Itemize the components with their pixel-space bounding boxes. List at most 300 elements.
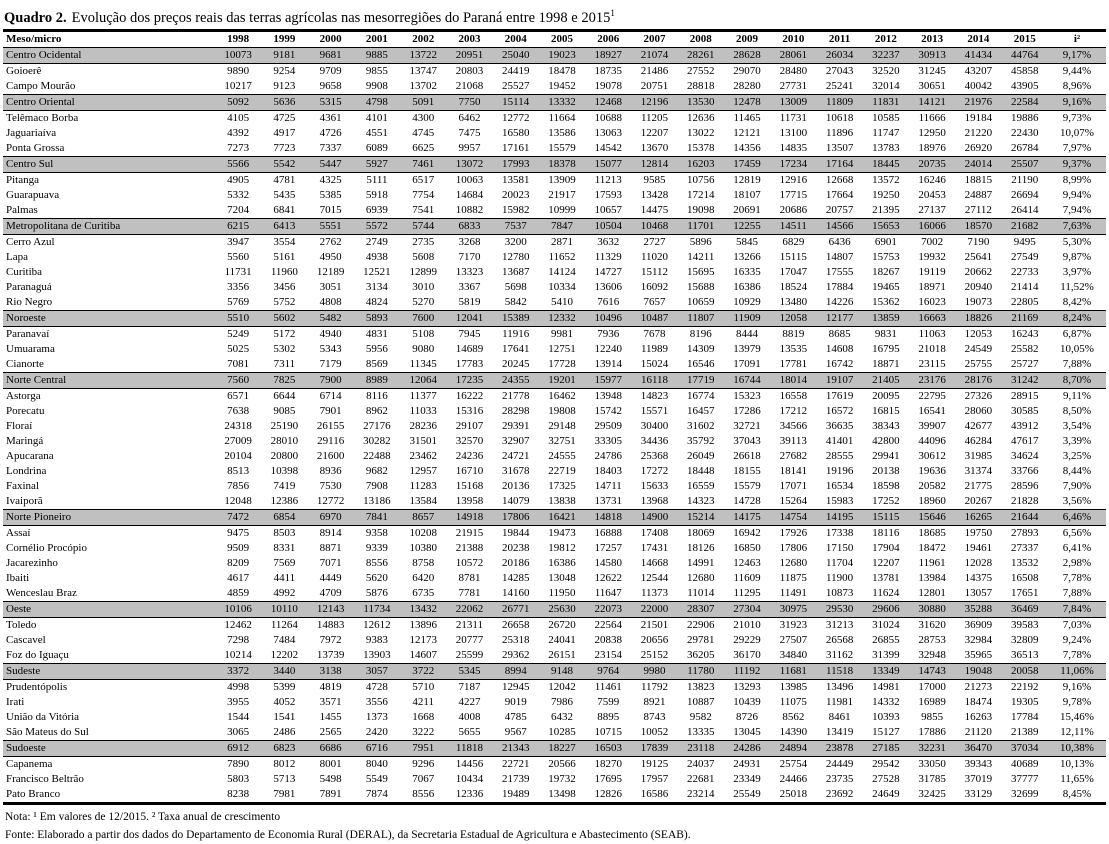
price-value-cell: 13606 xyxy=(594,281,622,294)
region-name-cell: Centro Sul xyxy=(3,156,215,172)
price-value-cell: 12468 xyxy=(585,94,631,110)
price-value-cell: 28236 xyxy=(409,420,437,433)
price-value-cell: 17884 xyxy=(825,281,854,294)
price-value-cell: 3440 xyxy=(261,663,307,679)
header-year: 2015 xyxy=(1002,30,1048,47)
price-value-cell: 30913 xyxy=(909,47,955,63)
price-value-cell: 11461 xyxy=(594,681,622,694)
price-value-cell: 22564 xyxy=(594,619,622,632)
price-value-cell: 7204 xyxy=(227,204,250,217)
price-value-cell: 21486 xyxy=(640,65,669,78)
price-value-cell: 19048 xyxy=(955,663,1001,679)
price-value-cell: 5542 xyxy=(261,156,307,172)
price-value-cell: 16774 xyxy=(687,390,715,403)
price-value-cell: 9908 xyxy=(365,80,388,93)
price-value-cell: 15633 xyxy=(640,480,669,493)
price-value-cell: 4449 xyxy=(319,572,342,585)
price-value-cell: 10208 xyxy=(409,527,437,540)
price-value-cell: 15112 xyxy=(640,266,669,279)
price-value-cell: 25727 xyxy=(1011,358,1039,371)
price-value-cell: 9085 xyxy=(273,405,296,418)
growth-rate-cell: 8,96% xyxy=(1062,80,1092,93)
price-value-cell: 8895 xyxy=(597,711,620,724)
price-value-cell: 12780 xyxy=(501,251,530,264)
price-value-cell: 10487 xyxy=(631,310,677,326)
price-value-cell: 43207 xyxy=(964,65,993,78)
price-value-cell: 22192 xyxy=(1011,681,1039,694)
price-value-cell: 16386 xyxy=(548,557,576,570)
price-value-cell: 27326 xyxy=(964,390,993,403)
price-value-cell: 12899 xyxy=(409,266,437,279)
price-value-cell: 6625 xyxy=(412,142,435,155)
region-name-cell: União da Vitória xyxy=(6,711,80,724)
price-value-cell: 13498 xyxy=(548,788,576,801)
price-value-cell: 14323 xyxy=(687,495,715,508)
growth-rate-cell: 10,05% xyxy=(1060,343,1094,356)
price-value-cell: 7081 xyxy=(227,358,250,371)
price-value-cell: 12207 xyxy=(872,557,900,570)
price-value-cell: 3955 xyxy=(227,696,250,709)
price-value-cell: 30400 xyxy=(640,420,669,433)
price-value-cell: 7908 xyxy=(365,480,388,493)
growth-rate-cell: 7,63% xyxy=(1048,218,1106,234)
price-value-cell: 8781 xyxy=(458,572,481,585)
price-value-cell: 12463 xyxy=(733,557,761,570)
price-value-cell: 7856 xyxy=(227,480,250,493)
price-value-cell: 46284 xyxy=(964,435,993,448)
microregion-row xyxy=(3,787,1106,804)
price-value-cell: 1455 xyxy=(319,711,342,724)
price-value-cell: 21917 xyxy=(548,189,576,202)
microregion-row xyxy=(3,295,1106,311)
price-value-cell: 11681 xyxy=(770,663,816,679)
price-value-cell: 11792 xyxy=(640,681,669,694)
price-value-cell: 21190 xyxy=(1011,174,1039,187)
price-value-cell: 19932 xyxy=(918,251,946,264)
price-value-cell: 5710 xyxy=(412,681,435,694)
growth-rate-cell: 9,44% xyxy=(1062,65,1092,78)
price-value-cell: 5332 xyxy=(227,189,250,202)
price-value-cell: 26568 xyxy=(825,634,854,647)
region-name-cell: Londrina xyxy=(6,465,47,478)
header-year: 2001 xyxy=(354,30,400,47)
price-value-cell: 10063 xyxy=(455,174,484,187)
price-value-cell: 7841 xyxy=(354,509,400,525)
price-value-cell: 31245 xyxy=(918,65,946,78)
price-value-cell: 22805 xyxy=(1011,296,1039,309)
price-value-cell: 5270 xyxy=(412,296,435,309)
price-value-cell: 5636 xyxy=(261,94,307,110)
price-value-cell: 11063 xyxy=(918,328,946,341)
price-value-cell: 8871 xyxy=(319,542,342,555)
price-value-cell: 16203 xyxy=(678,156,724,172)
price-value-cell: 11518 xyxy=(816,663,862,679)
price-value-cell: 2749 xyxy=(365,236,388,249)
price-value-cell: 23214 xyxy=(687,788,715,801)
price-value-cell: 20656 xyxy=(640,634,669,647)
price-value-cell: 21600 xyxy=(316,450,345,463)
price-value-cell: 19098 xyxy=(687,204,715,217)
price-value-cell: 12772 xyxy=(501,112,530,125)
price-value-cell: 6714 xyxy=(319,390,342,403)
price-value-cell: 15982 xyxy=(501,204,530,217)
header-year: 2008 xyxy=(678,30,724,47)
price-value-cell: 25641 xyxy=(964,251,993,264)
price-value-cell: 13979 xyxy=(733,343,761,356)
price-value-cell: 13985 xyxy=(779,681,808,694)
price-value-cell: 13984 xyxy=(918,572,946,585)
price-value-cell: 23118 xyxy=(678,740,724,756)
price-value-cell: 21010 xyxy=(733,619,761,632)
price-value-cell: 31923 xyxy=(779,619,808,632)
price-value-cell: 6833 xyxy=(446,218,492,234)
price-value-cell: 16421 xyxy=(539,509,585,525)
price-value-cell: 10618 xyxy=(825,112,854,125)
price-value-cell: 16508 xyxy=(1011,572,1039,585)
price-value-cell: 23692 xyxy=(825,788,854,801)
price-value-cell: 34840 xyxy=(779,649,808,662)
price-value-cell: 3456 xyxy=(273,281,296,294)
price-value-cell: 18735 xyxy=(594,65,622,78)
region-name-cell: Prudentópolis xyxy=(6,681,68,694)
price-value-cell: 14981 xyxy=(872,681,900,694)
price-value-cell: 11020 xyxy=(640,251,669,264)
price-value-cell: 11701 xyxy=(678,218,724,234)
price-value-cell: 7874 xyxy=(365,788,388,801)
price-value-cell: 15579 xyxy=(548,142,576,155)
price-value-cell: 31602 xyxy=(687,420,715,433)
microregion-row xyxy=(3,556,1106,571)
header-year: 1998 xyxy=(215,30,261,47)
price-value-cell: 4052 xyxy=(273,696,296,709)
microregion-row xyxy=(3,342,1106,357)
price-value-cell: 17338 xyxy=(825,527,854,540)
price-value-cell: 14332 xyxy=(872,696,900,709)
price-value-cell: 11295 xyxy=(733,587,761,600)
price-value-cell: 32237 xyxy=(863,47,909,63)
price-value-cell: 18685 xyxy=(918,527,946,540)
price-value-cell: 7337 xyxy=(319,142,342,155)
price-value-cell: 4781 xyxy=(273,174,296,187)
price-value-cell: 9181 xyxy=(261,47,307,63)
price-value-cell: 22584 xyxy=(1002,94,1048,110)
price-value-cell: 6912 xyxy=(215,740,261,756)
price-value-cell: 23176 xyxy=(909,372,955,388)
price-value-cell: 26151 xyxy=(548,649,576,662)
price-value-cell: 4808 xyxy=(319,296,342,309)
price-value-cell: 10106 xyxy=(215,601,261,617)
price-value-cell: 31242 xyxy=(1002,372,1048,388)
price-value-cell: 20453 xyxy=(918,189,946,202)
growth-rate-cell: 11,65% xyxy=(1060,773,1094,786)
price-value-cell: 21828 xyxy=(1011,495,1039,508)
microregion-row xyxy=(3,571,1106,586)
price-value-cell: 17926 xyxy=(779,527,808,540)
price-value-cell: 10715 xyxy=(594,726,622,739)
price-value-cell: 17325 xyxy=(548,480,576,493)
growth-rate-cell: 2,98% xyxy=(1062,557,1092,570)
price-value-cell: 10439 xyxy=(733,696,761,709)
price-value-cell: 8685 xyxy=(828,328,851,341)
price-value-cell: 3200 xyxy=(504,236,527,249)
price-value-cell: 12028 xyxy=(964,557,993,570)
price-value-cell: 21074 xyxy=(631,47,677,63)
title-footnote-marker: 1 xyxy=(610,8,615,18)
price-value-cell: 7900 xyxy=(308,372,354,388)
price-value-cell: 13009 xyxy=(770,94,816,110)
region-name-cell: Goioerê xyxy=(6,65,42,78)
price-value-cell: 21018 xyxy=(918,343,946,356)
price-value-cell: 26049 xyxy=(687,450,715,463)
price-value-cell: 8921 xyxy=(643,696,666,709)
price-value-cell: 7298 xyxy=(227,634,250,647)
price-value-cell: 7847 xyxy=(539,218,585,234)
price-value-cell: 36513 xyxy=(1011,649,1039,662)
price-value-cell: 18524 xyxy=(779,281,808,294)
price-value-cell: 7002 xyxy=(921,236,944,249)
microregion-row xyxy=(3,79,1106,95)
microregion-row xyxy=(3,772,1106,787)
price-value-cell: 12240 xyxy=(594,343,622,356)
price-value-cell: 28555 xyxy=(825,450,854,463)
price-value-cell: 15646 xyxy=(909,509,955,525)
price-value-cell: 17212 xyxy=(779,405,808,418)
price-value-cell: 23115 xyxy=(918,358,946,371)
price-value-cell: 16066 xyxy=(909,218,955,234)
price-value-cell: 21739 xyxy=(501,773,530,786)
price-value-cell: 35965 xyxy=(964,649,993,662)
price-value-cell: 6829 xyxy=(782,236,805,249)
mesoregion-row xyxy=(3,509,1106,525)
price-value-cell: 19078 xyxy=(594,80,622,93)
price-value-cell: 6517 xyxy=(412,174,435,187)
price-value-cell: 8562 xyxy=(782,711,805,724)
price-value-cell: 24466 xyxy=(779,773,808,786)
price-value-cell: 5482 xyxy=(308,310,354,326)
price-value-cell: 31985 xyxy=(964,450,993,463)
growth-rate-cell: 12,11% xyxy=(1060,726,1094,739)
price-value-cell: 34436 xyxy=(640,435,669,448)
price-value-cell: 13057 xyxy=(964,587,993,600)
price-value-cell: 15742 xyxy=(594,405,622,418)
price-value-cell: 20751 xyxy=(640,80,669,93)
growth-rate-cell: 3,39% xyxy=(1062,435,1092,448)
price-value-cell: 29391 xyxy=(501,420,530,433)
price-value-cell: 28010 xyxy=(270,435,299,448)
microregion-row xyxy=(3,250,1106,265)
price-value-cell: 12196 xyxy=(631,94,677,110)
table-body xyxy=(3,47,1106,803)
region-name-cell: Guarapuava xyxy=(6,189,60,202)
price-value-cell: 5343 xyxy=(319,343,342,356)
price-value-cell: 17715 xyxy=(779,189,808,202)
price-value-cell: 28061 xyxy=(770,47,816,63)
price-value-cell: 19489 xyxy=(501,788,530,801)
price-value-cell: 21068 xyxy=(455,80,484,93)
price-value-cell: 36909 xyxy=(964,619,993,632)
price-value-cell: 18069 xyxy=(687,527,715,540)
price-value-cell: 18826 xyxy=(955,310,1001,326)
price-value-cell: 12814 xyxy=(631,156,677,172)
price-value-cell: 16503 xyxy=(585,740,631,756)
price-value-cell: 22721 xyxy=(501,758,530,771)
price-value-cell: 15316 xyxy=(455,405,484,418)
price-value-cell: 40042 xyxy=(964,80,993,93)
price-value-cell: 6901 xyxy=(874,236,897,249)
price-value-cell: 9957 xyxy=(458,142,481,155)
price-value-cell: 11950 xyxy=(548,587,576,600)
price-value-cell: 25630 xyxy=(539,601,585,617)
price-value-cell: 7891 xyxy=(319,788,342,801)
price-value-cell: 16462 xyxy=(548,390,576,403)
microregion-row xyxy=(3,126,1106,141)
price-value-cell: 10217 xyxy=(224,80,252,93)
price-value-cell: 18107 xyxy=(733,189,761,202)
price-value-cell: 17272 xyxy=(640,465,669,478)
price-value-cell: 7750 xyxy=(446,94,492,110)
price-value-cell: 5698 xyxy=(504,281,527,294)
region-name-cell: Wenceslau Braz xyxy=(6,587,77,600)
price-value-cell: 16586 xyxy=(640,788,669,801)
price-value-cell: 9509 xyxy=(227,542,250,555)
price-value-cell: 17164 xyxy=(816,156,862,172)
price-value-cell: 21395 xyxy=(872,204,900,217)
price-value-cell: 36470 xyxy=(955,740,1001,756)
price-value-cell: 13332 xyxy=(539,94,585,110)
price-value-cell: 25152 xyxy=(640,649,669,662)
price-value-cell: 29941 xyxy=(872,450,900,463)
price-value-cell: 16386 xyxy=(733,281,761,294)
price-value-cell: 3010 xyxy=(412,281,435,294)
price-value-cell: 16742 xyxy=(825,358,854,371)
price-value-cell: 2762 xyxy=(319,236,342,249)
price-value-cell: 11731 xyxy=(779,112,807,125)
price-value-cell: 25527 xyxy=(501,80,530,93)
price-value-cell: 13968 xyxy=(640,495,669,508)
price-value-cell: 16580 xyxy=(501,127,530,140)
price-value-cell: 14689 xyxy=(455,343,484,356)
price-value-cell: 19201 xyxy=(539,372,585,388)
price-value-cell: 13586 xyxy=(548,127,576,140)
price-value-cell: 8726 xyxy=(736,711,759,724)
price-value-cell: 22488 xyxy=(363,450,391,463)
price-value-cell: 10398 xyxy=(270,465,299,478)
price-value-cell: 25754 xyxy=(779,758,808,771)
price-value-cell: 11989 xyxy=(640,343,669,356)
price-value-cell: 7067 xyxy=(412,773,435,786)
mesoregion-row xyxy=(3,372,1106,388)
price-value-cell: 3372 xyxy=(215,663,261,679)
microregion-row xyxy=(3,434,1106,449)
price-value-cell: 12957 xyxy=(409,465,437,478)
price-value-cell: 29148 xyxy=(548,420,576,433)
price-value-cell: 14684 xyxy=(455,189,484,202)
price-value-cell: 2420 xyxy=(365,726,388,739)
price-value-cell: 26694 xyxy=(1011,189,1039,202)
price-value-cell: 13432 xyxy=(400,601,446,617)
price-value-cell: 14542 xyxy=(594,142,622,155)
price-value-cell: 5845 xyxy=(736,236,759,249)
price-value-cell: 8994 xyxy=(493,663,539,679)
price-value-cell: 5345 xyxy=(446,663,492,679)
price-value-cell: 41434 xyxy=(955,47,1001,63)
price-value-cell: 10657 xyxy=(594,204,622,217)
price-value-cell: 13323 xyxy=(455,266,484,279)
price-value-cell: 7530 xyxy=(319,480,342,493)
price-value-cell: 6215 xyxy=(215,218,261,234)
price-value-cell: 11960 xyxy=(270,266,298,279)
price-value-cell: 11264 xyxy=(270,619,298,632)
price-value-cell: 9475 xyxy=(227,527,250,540)
price-value-cell: 9980 xyxy=(631,663,677,679)
price-value-cell: 32425 xyxy=(918,788,946,801)
price-value-cell: 15323 xyxy=(733,390,761,403)
microregion-row xyxy=(3,357,1106,373)
price-value-cell: 21644 xyxy=(1002,509,1048,525)
price-value-cell: 5108 xyxy=(412,328,435,341)
price-value-cell: 13480 xyxy=(779,296,808,309)
header-year: 2004 xyxy=(493,30,539,47)
price-value-cell: 5744 xyxy=(400,218,446,234)
price-value-cell: 9123 xyxy=(273,80,296,93)
growth-rate-cell: 9,16% xyxy=(1048,94,1106,110)
price-value-cell: 1668 xyxy=(412,711,435,724)
price-value-cell: 14883 xyxy=(316,619,345,632)
price-value-cell: 24236 xyxy=(455,450,484,463)
price-value-cell: 17161 xyxy=(501,142,530,155)
price-value-cell: 8040 xyxy=(365,758,388,771)
price-value-cell: 16710 xyxy=(455,465,484,478)
growth-rate-cell: 8,50% xyxy=(1062,405,1092,418)
mesoregion-row xyxy=(3,218,1106,234)
price-value-cell: 3632 xyxy=(597,236,620,249)
microregion-row xyxy=(3,404,1106,419)
price-value-cell: 16558 xyxy=(779,390,808,403)
price-value-cell: 1541 xyxy=(273,711,296,724)
price-value-cell: 5111 xyxy=(366,174,388,187)
price-value-cell: 16246 xyxy=(918,174,946,187)
microregion-row xyxy=(3,617,1106,633)
price-value-cell: 9981 xyxy=(550,328,573,341)
price-value-cell: 20800 xyxy=(270,450,299,463)
price-value-cell: 3065 xyxy=(227,726,250,739)
price-value-cell: 35288 xyxy=(955,601,1001,617)
price-value-cell: 2735 xyxy=(412,236,435,249)
price-value-cell: 23878 xyxy=(816,740,862,756)
price-value-cell: 18014 xyxy=(770,372,816,388)
price-value-cell: 19107 xyxy=(816,372,862,388)
price-value-cell: 7890 xyxy=(227,758,250,771)
price-value-cell: 36469 xyxy=(1002,601,1048,617)
header-year: 2002 xyxy=(400,30,446,47)
price-value-cell: 28915 xyxy=(1011,390,1039,403)
growth-rate-cell: 7,78% xyxy=(1062,649,1092,662)
price-value-cell: 6939 xyxy=(365,204,388,217)
price-value-cell: 15579 xyxy=(733,480,761,493)
price-value-cell: 37043 xyxy=(733,435,761,448)
price-value-cell: 17781 xyxy=(779,358,808,371)
price-value-cell: 25018 xyxy=(779,788,808,801)
table-title-text: Evolução dos preços reais das terras agrícolas nas mesorregiões do Paraná entre 1998 e 2015 xyxy=(71,9,611,26)
price-value-cell: 11818 xyxy=(446,740,492,756)
region-name-cell: Ponta Grossa xyxy=(6,142,65,155)
price-value-cell: 19808 xyxy=(548,405,576,418)
price-value-cell: 11909 xyxy=(724,310,770,326)
price-value-cell: 22906 xyxy=(687,619,715,632)
price-value-cell: 33050 xyxy=(918,758,946,771)
price-value-cell: 17431 xyxy=(640,542,669,555)
price-value-cell: 20662 xyxy=(964,266,993,279)
